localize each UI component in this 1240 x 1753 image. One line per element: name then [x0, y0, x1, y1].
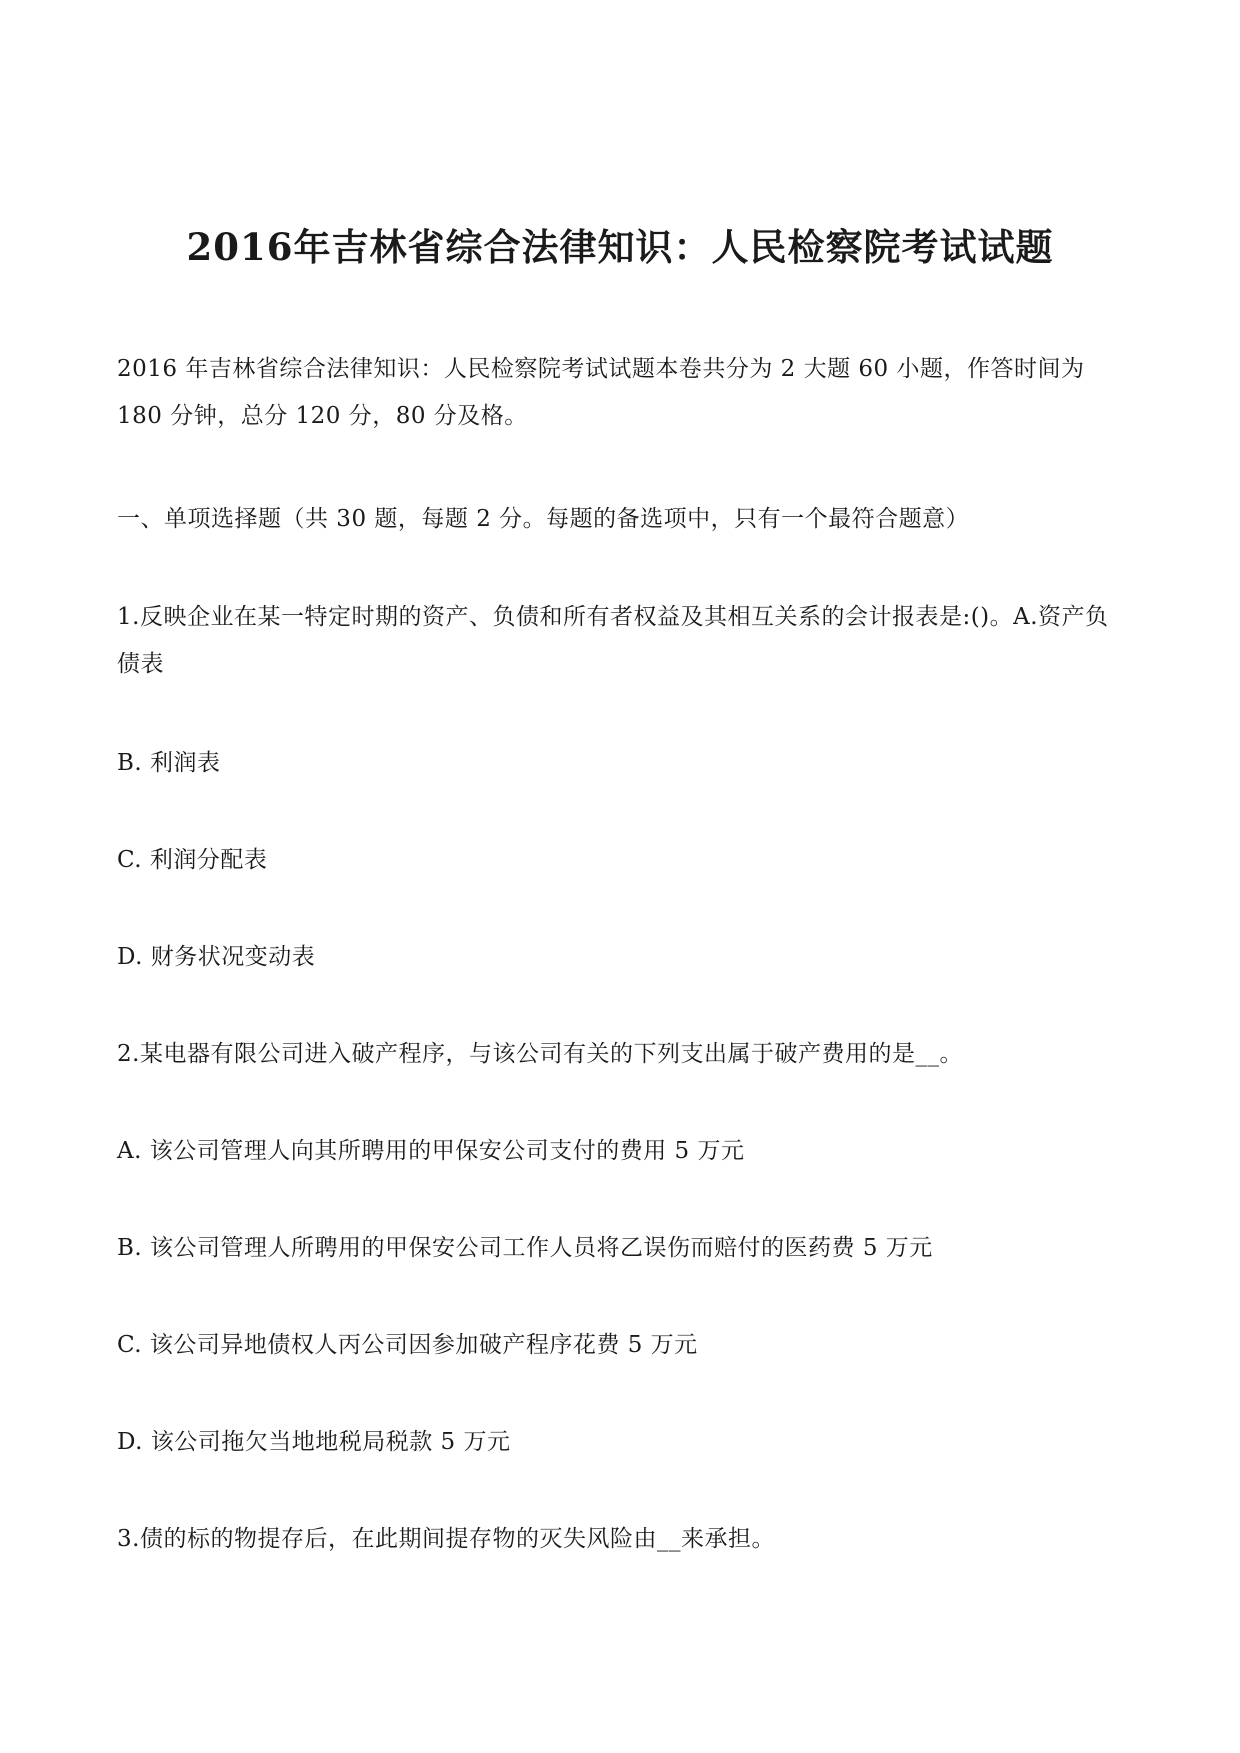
question-3-stem: 3.债的标的物提存后，在此期间提存物的灭失风险由__来承担。	[117, 1526, 775, 1552]
question-2-option-d: D. 该公司拖欠当地地税局税款 5 万元	[117, 1429, 511, 1455]
question-2-option-a: A. 该公司管理人向其所聘用的甲保安公司支付的费用 5 万元	[117, 1138, 745, 1164]
document-title: 2016年吉林省综合法律知识：人民检察院考试试题	[186, 225, 1054, 269]
question-2-option-b: B. 该公司管理人所聘用的甲保安公司工作人员将乙误伤而赔付的医药费 5 万元	[117, 1235, 933, 1261]
question-2-stem: 2.某电器有限公司进入破产程序，与该公司有关的下列支出属于破产费用的是__。	[117, 1041, 963, 1067]
question-2-option-c: C. 该公司异地债权人丙公司因参加破产程序花费 5 万元	[117, 1332, 698, 1358]
question-1-stem: 1.反映企业在某一特定时期的资产、负债和所有者权益及其相互关系的会计报表是:()。A.资产负债表	[117, 604, 1109, 677]
section-heading: 一、单项选择题（共 30 题，每题 2 分。每题的备选项中，只有一个最符合题意）	[117, 506, 970, 532]
question-1-option-c: C. 利润分配表	[117, 847, 268, 873]
question-1-option-d: D. 财务状况变动表	[117, 944, 316, 970]
intro-paragraph: 2016 年吉林省综合法律知识：人民检察院考试试题本卷共分为 2 大题 60 小题，作答时间为 180 分钟，总分 120 分，80 分及格。	[117, 356, 1085, 429]
question-1-option-b: B. 利润表	[117, 750, 221, 776]
